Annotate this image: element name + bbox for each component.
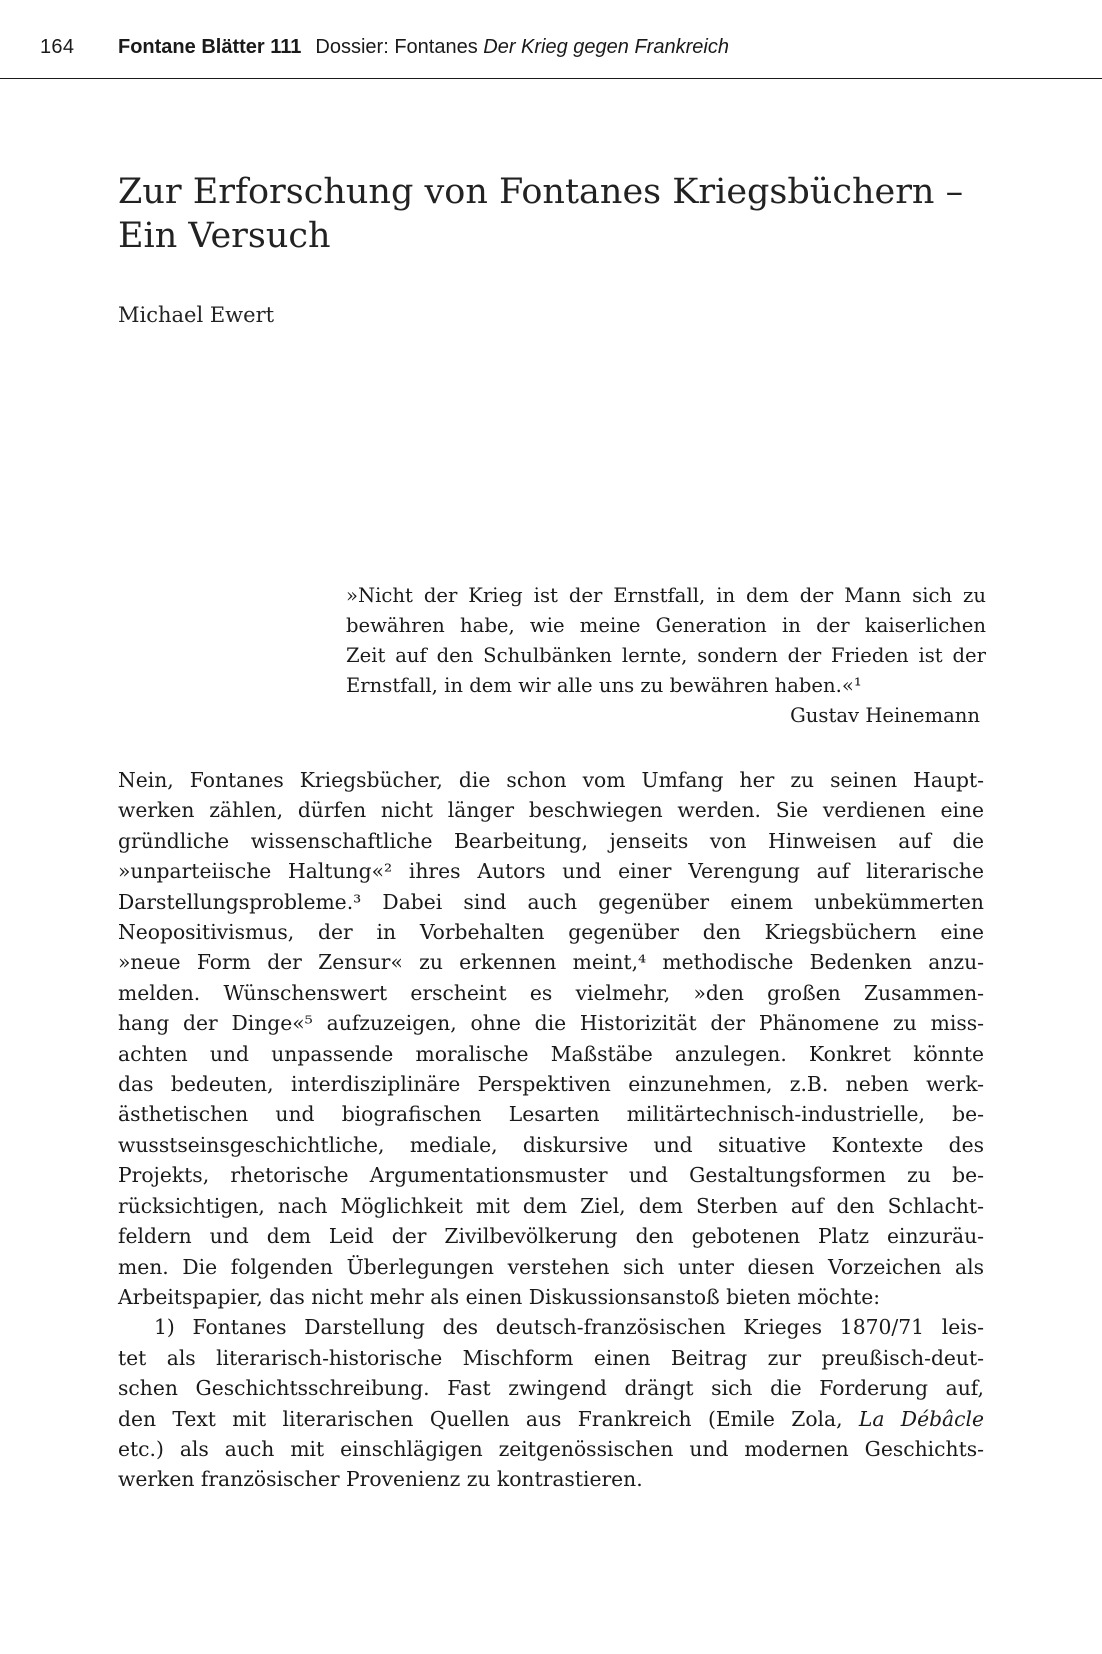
text-fragment: den Text mit literarischen Quellen aus Frankreich (Emile Zola, (118, 1406, 859, 1431)
text-line: »neue Form der Zensur« zu erkennen meint,⁴ methodische Bedenken anzu- (118, 950, 984, 975)
cited-work-title: La Débâcle (858, 1406, 984, 1431)
running-head (0, 0, 1102, 79)
text-line: das bedeuten, interdisziplinäre Perspektiven einzunehmen, z.B. neben werk- (118, 1072, 984, 1097)
epigraph-line: Zeit auf den Schulbänken lernte, sondern der Frieden ist der (346, 644, 986, 667)
running-head-text (118, 36, 729, 59)
journal-name: Fontane Blätter 111 (118, 36, 302, 58)
epigraph-line: Ernstfall, in dem wir alle uns zu bewähren haben.«¹ (346, 674, 862, 697)
text-line: schen Geschichtsschreibung. Fast zwingend drängt sich die Forderung auf, (118, 1376, 984, 1401)
article-title (118, 170, 1018, 258)
text-line: feldern und dem Leid der Zivilbevölkerung den gebotenen Platz einzuräu- (118, 1224, 984, 1249)
text-line: Arbeitspapier, das nicht mehr als einen Diskussionsanstoß bieten möchte: (118, 1284, 881, 1309)
text-line: achten und unpassende moralische Maßstäbe anzulegen. Konkret könnte (118, 1041, 984, 1066)
text-line: Nein, Fontanes Kriegsbücher, die schon vom Umfang her zu seinen Haupt- (118, 768, 984, 792)
text-line: »unparteiische Haltung«² ihres Autors und einer Verengung auf literarische (118, 859, 984, 884)
text-line: Darstellungsprobleme.³ Dabei sind auch gegenüber einem unbekümmerten (118, 889, 984, 914)
text-line: wusstseinsgeschichtliche, mediale, diskursive und situative Kontexte des (118, 1132, 984, 1157)
text-line: 1) Fontanes Darstellung des deutsch-französischen Krieges 1870/71 leis- (154, 1315, 984, 1340)
epigraph-line: bewähren habe, wie meine Generation in der kaiserlichen (346, 614, 986, 637)
page-number: 164 (40, 36, 75, 58)
body-text (118, 765, 984, 1495)
epigraph-line: »Nicht der Krieg ist der Ernstfall, in dem der Mann sich zu (346, 584, 986, 607)
text-line: melden. Wünschenswert erscheint es vielmehr, »den großen Zusammen- (118, 980, 984, 1005)
text-line: men. Die folgenden Überlegungen verstehen sich unter diesen Vorzeichen als (118, 1254, 984, 1279)
epigraph (346, 581, 986, 731)
text-line: Projekts, rhetorische Argumentationsmuster und Gestaltungsformen zu be- (118, 1163, 984, 1188)
article-title-line: Zur Erforschung von Fontanes Kriegsbüchern – (118, 172, 964, 212)
text-line: werken französischer Provenienz zu kontrastieren. (118, 1467, 643, 1492)
text-line: Neopositivismus, der in Vorbehalten gegenüber den Kriegsbüchern eine (118, 920, 984, 945)
text-line: ästhetischen und biografischen Lesarten militärtechnisch-industrielle, be- (118, 1102, 984, 1127)
paragraph-2 (118, 1312, 984, 1494)
text-line: etc.) als auch mit einschlägigen zeitgenössischen und modernen Geschichts- (118, 1436, 984, 1461)
article-title-line: Ein Versuch (118, 216, 331, 256)
text-line: werken zählen, dürfen nicht länger beschwiegen werden. Sie verdienen eine (118, 798, 984, 823)
text-line: hang der Dinge«⁵ aufzuzeigen, ohne die Historizität der Phänomene zu miss- (118, 1011, 984, 1036)
epigraph-source: Gustav Heinemann (790, 704, 980, 727)
text-line: rücksichtigen, nach Möglichkeit mit dem Ziel, dem Sterben auf den Schlacht- (118, 1193, 984, 1218)
dossier-work-title: Der Krieg gegen Frankreich (483, 36, 729, 58)
paragraph-1 (118, 765, 984, 1312)
article-author: Michael Ewert (118, 303, 275, 327)
text-line: tet als literarisch-historische Mischform einen Beitrag zur preußisch-deut- (118, 1345, 984, 1370)
text-line: gründliche wissenschaftliche Bearbeitung, jenseits von Hinweisen auf die (118, 828, 984, 853)
dossier-label: Dossier: Fontanes (315, 36, 478, 58)
text-line (118, 1404, 984, 1434)
